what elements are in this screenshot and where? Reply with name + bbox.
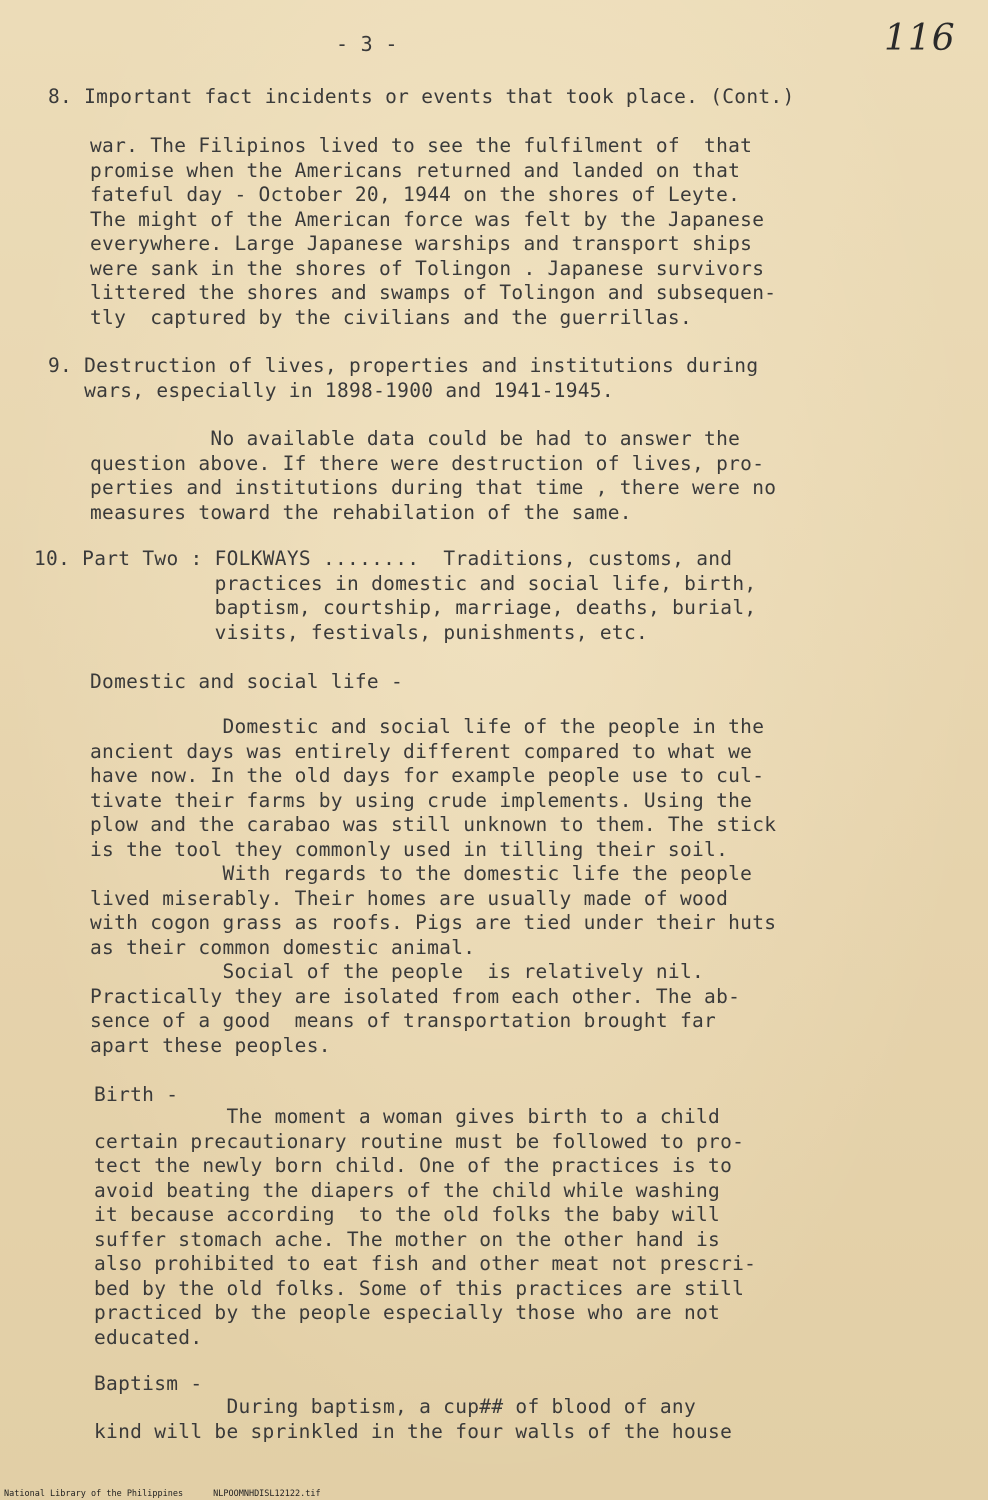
text-line: were sank in the shores of Tolingon . Japanese survivors	[90, 256, 765, 280]
domestic-body	[90, 715, 776, 1058]
text-line: apart these peoples.	[90, 1033, 331, 1057]
text-line: baptism, courtship, marriage, deaths, burial,	[34, 596, 757, 619]
text-line: kind will be sprinkled in the four walls of the house	[94, 1419, 733, 1443]
page-number: - 3 -	[336, 32, 398, 56]
text-line: is the tool they commonly used in tilling their soil.	[90, 837, 729, 861]
section-8-heading: 8. Important fact incidents or events that took place. (Cont.)	[48, 85, 795, 108]
baptism-body	[94, 1395, 732, 1444]
text-line: littered the shores and swamps of Tolingon and subsequen-	[90, 281, 777, 304]
footer-library-name: National Library of the Philippines	[4, 1489, 184, 1499]
text-line: as their common domestic animal.	[90, 935, 476, 959]
handwritten-page-number: 116	[884, 18, 956, 59]
text-line: The might of the American force was felt by the Japanese	[90, 207, 765, 231]
text-line: have now. In the old days for example people use to cul-	[90, 764, 765, 787]
text-line: war. The Filipinos lived to see the fulfilment of that	[90, 134, 753, 157]
text-line: promise when the Americans returned and landed on that	[90, 158, 741, 182]
text-line: With regards to the domestic life the people	[90, 862, 753, 885]
text-line: avoid beating the diapers of the child while washing	[94, 1178, 721, 1202]
text-line: sence of a good means of transportation brought far	[90, 1009, 717, 1032]
text-line: tivate their farms by using crude implements. Using the	[90, 788, 753, 812]
birth-body	[94, 1105, 756, 1350]
footer-file-name: NLPOOMNHDISL12122.tif	[213, 1489, 321, 1499]
text-line: practices in domestic and social life, birth,	[34, 571, 757, 595]
text-line: question above. If there were destruction of lives, pro-	[90, 451, 765, 475]
text-line: The moment a woman gives birth to a child	[94, 1105, 721, 1128]
section-8-body	[90, 134, 776, 330]
text-line: tect the newly born child. One of the practices is to	[94, 1154, 733, 1177]
text-line: 10. Part Two : FOLKWAYS ........ Traditions, customs, and	[34, 547, 733, 570]
birth-heading: Birth -	[94, 1083, 179, 1106]
text-line: tly captured by the civilians and the guerrillas.	[90, 305, 692, 329]
scan-footer	[4, 1489, 351, 1499]
text-line: perties and institutions during that time , there were no	[90, 476, 777, 499]
section-9-body	[90, 427, 776, 525]
text-line: measures toward the rehabilation of the same.	[90, 500, 632, 524]
text-line: Practically they are isolated from each other. The ab-	[90, 984, 741, 1008]
text-line: certain precautionary routine must be followed to pro-	[94, 1129, 745, 1153]
heading-line: 9. Destruction of lives, properties and institutions during	[48, 354, 759, 377]
section-10	[34, 547, 756, 645]
baptism-heading: Baptism -	[94, 1372, 203, 1395]
text-line: plow and the carabao was still unknown to them. The stick	[90, 813, 777, 836]
text-line: everywhere. Large Japanese warships and transport ships	[90, 232, 753, 255]
text-line: No available data could be had to answer the	[90, 427, 741, 450]
text-line: it because according to the old folks the baby will	[94, 1203, 721, 1226]
text-line: with cogon grass as roofs. Pigs are tied under their huts	[90, 911, 777, 934]
text-line: fateful day - October 20, 1944 on the shores of Leyte.	[90, 183, 741, 206]
text-line: visits, festivals, punishments, etc.	[34, 620, 649, 644]
text-line: ancient days was entirely different compared to what we	[90, 739, 753, 763]
text-line: During baptism, a cup## of blood of any	[94, 1395, 696, 1418]
heading-line: wars, especially in 1898-1900 and 1941-1945.	[48, 378, 614, 402]
text-line: bed by the old folks. Some of this practices are still	[94, 1276, 745, 1300]
text-line: practiced by the people especially those who are not	[94, 1301, 721, 1324]
domestic-heading: Domestic and social life -	[90, 670, 404, 693]
text-line: Domestic and social life of the people in the	[90, 715, 765, 738]
text-line: also prohibited to eat fish and other meat not prescri-	[94, 1252, 757, 1275]
text-line: suffer stomach ache. The mother on the other hand is	[94, 1227, 721, 1251]
section-9-heading	[48, 354, 758, 403]
text-line: educated.	[94, 1325, 203, 1349]
text-line: Social of the people is relatively nil.	[90, 960, 705, 983]
text-line: lived miserably. Their homes are usually made of wood	[90, 886, 729, 910]
